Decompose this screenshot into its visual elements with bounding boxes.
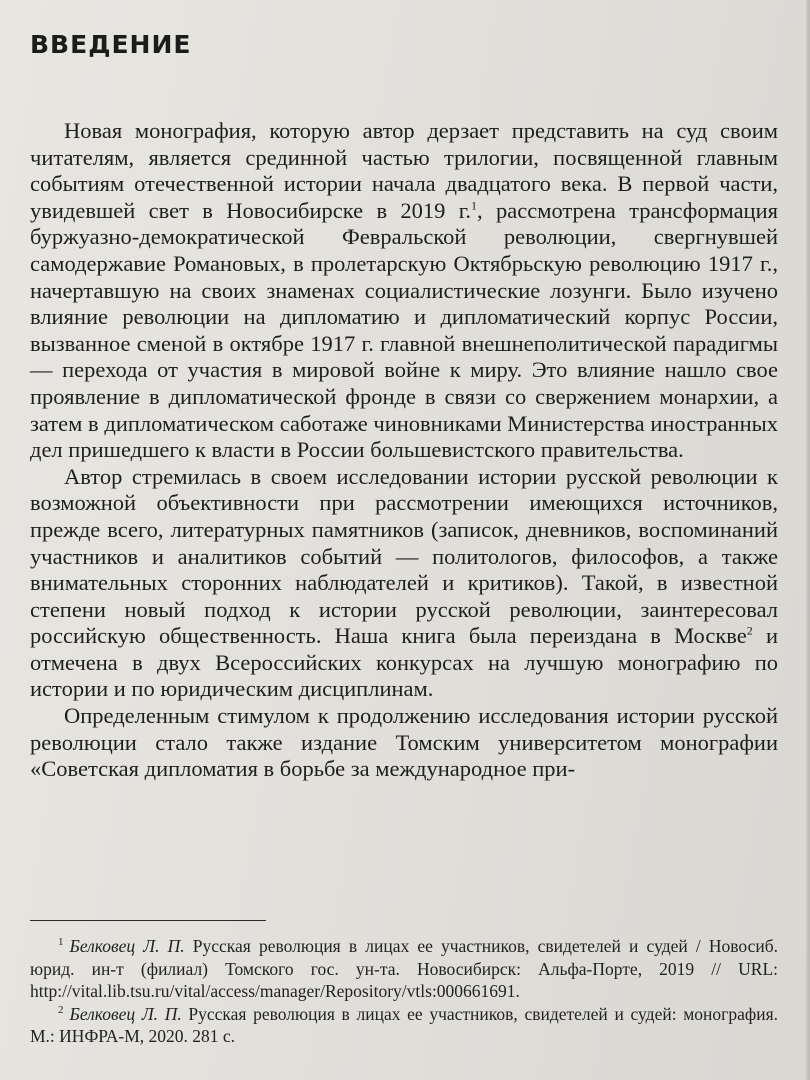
footnote-1-text: Русская революция в лицах ее участников, свидетелей и судей / Новосиб. юрид. ин-т (филиал) Томского гос. ун-та. Новосибирск: Альфа-Порте, 2019 // URL: http://vital.lib.tsu.ru/vital/access/manager/Repository/vtls:000661691. bbox=[30, 936, 778, 1001]
footnote-ref-1[interactable]: 1 bbox=[471, 198, 478, 213]
footnote-2-author: Белковец Л. П. bbox=[69, 1003, 182, 1024]
footnotes bbox=[30, 935, 778, 1048]
footnote-ref-2[interactable]: 2 bbox=[746, 623, 753, 638]
footnote-2-mark: 2 bbox=[58, 1003, 64, 1016]
page-edge bbox=[806, 0, 810, 1080]
paragraph-1 bbox=[30, 118, 778, 464]
footnote-1-author: Белковец Л. П. bbox=[69, 936, 185, 956]
paragraph-3-text: Определенным стимулом к продолжению исследования истории русской революции стало также издание Томским университетом монографии «Советская дипломатия в борьбе за международное при- bbox=[30, 703, 778, 782]
paragraph-2-text: Автор стремилась в своем исследовании истории русской революции к возможной объективности при рассмотрении имеющихся источников, прежде всего, литературных памятников (записок, дневников, воспоминаний участников и аналитиков событий — политологов, философов, а также внимательных сторонних наблюдателей и критиков). Такой, в известной степени новый подход к истории русской революции, заинтересовал российскую общественность. Наша книга была переиздана в Москве bbox=[30, 463, 778, 649]
footnote-2 bbox=[30, 1003, 778, 1048]
page-title: ВВЕДЕНИЕ bbox=[30, 30, 192, 59]
paragraph-2-text-cont: и отмечена в двух Всероссийских конкурсах на лучшую монографию по истории и по юридическим дисциплинам. bbox=[30, 623, 778, 702]
paragraph-1-text: Новая монография, которую автор дерзает представить на суд своим читателям, является срединной частью трилогии, посвященной главным событиям отечественной истории начала двадцатого века. В первой части, увидевшей свет в Новосибирске в 2019 г. bbox=[30, 118, 778, 223]
paragraph-2 bbox=[30, 464, 778, 703]
footnote-divider bbox=[30, 920, 266, 921]
paragraph-3 bbox=[30, 703, 778, 783]
footnote-2-text: Русская революция в лицах ее участников, свидетелей и судей: монография. М.: ИНФРА-М, 2020. 281 с. bbox=[30, 1003, 778, 1046]
main-text bbox=[30, 118, 778, 783]
footnote-1-mark: 1 bbox=[58, 936, 64, 949]
footnote-1 bbox=[30, 935, 778, 1003]
paragraph-1-text-cont: , рассмотрена трансформация буржуазно-демократической Февральской революции, свергнувшей самодержавие Романовых, в пролетарскую Октябрьскую революцию 1917 г., начертавшую на своих знаменах социалистические лозунги. Было изучено влияние революции на дипломатию и дипломатический корпус России, вызванное сменой в октябре 1917 г. главной внешнеполитической парадигмы — перехода от участия в мировой войне к миру. Это влияние нашло свое проявление в дипломатической фронде в связи со свержением монархии, а затем в дипломатическом саботаже чиновниками Министерства иностранных дел пришедшего к власти в России большевистского правительства. bbox=[30, 197, 778, 463]
